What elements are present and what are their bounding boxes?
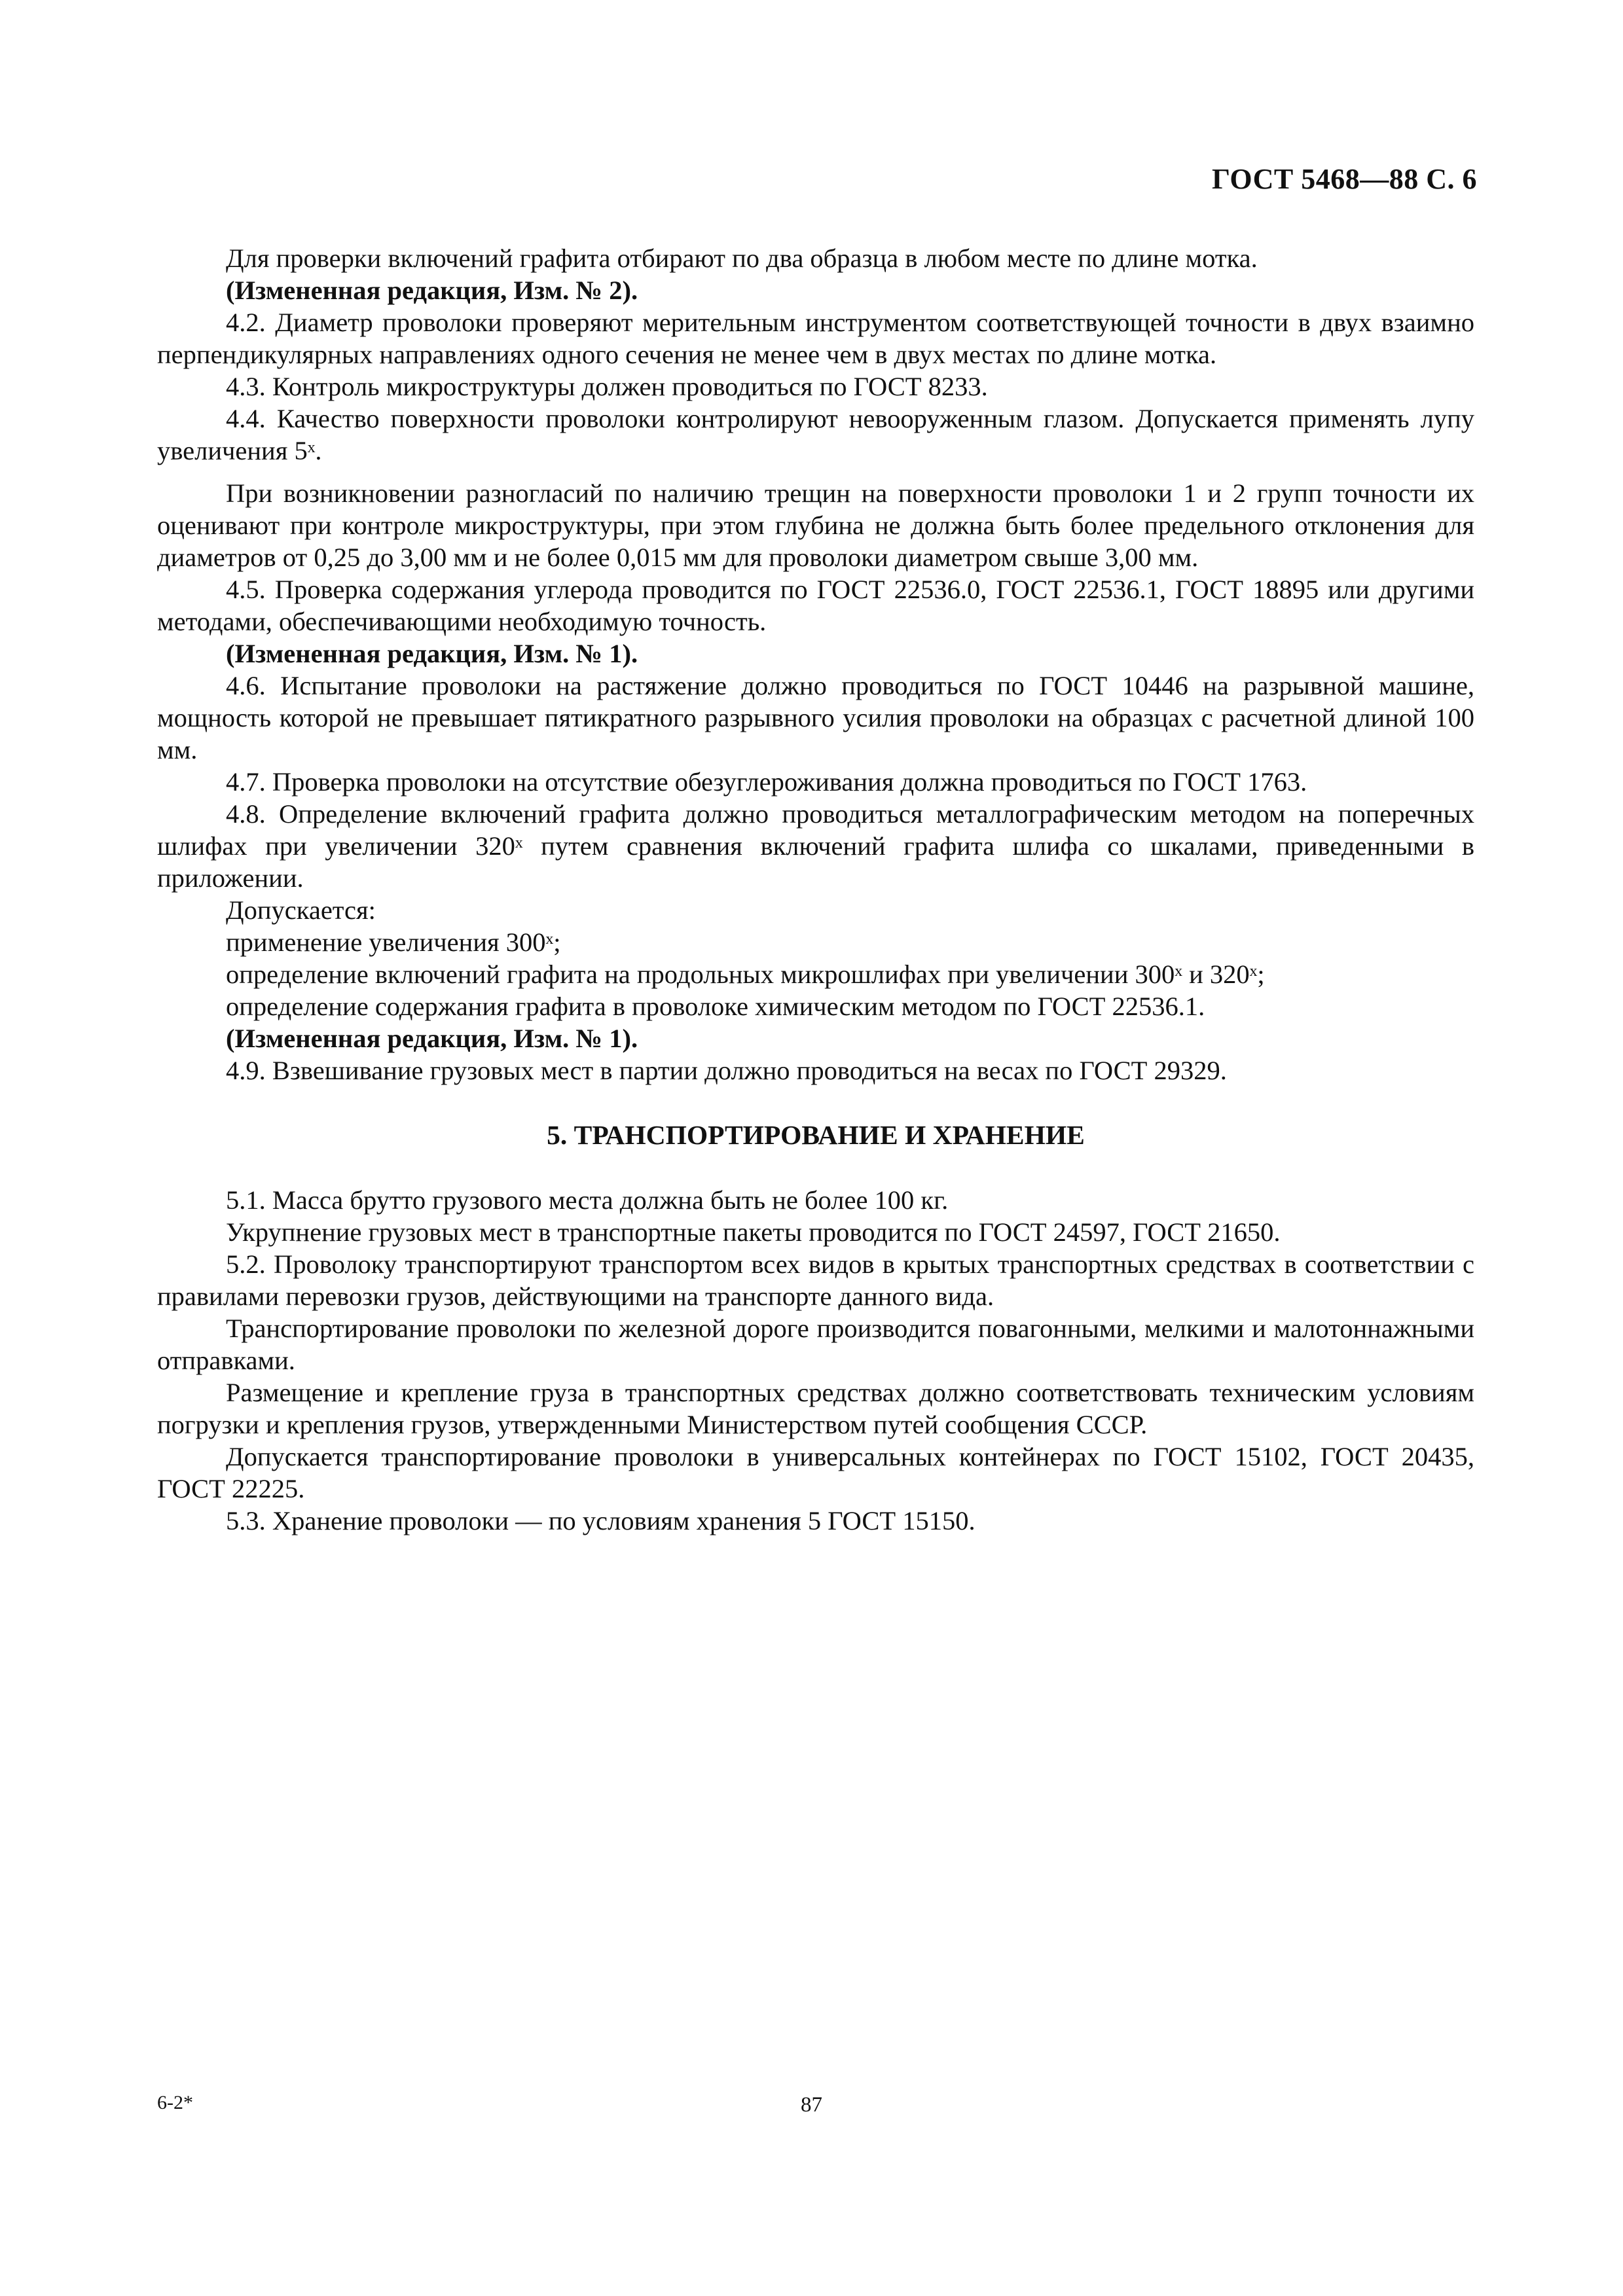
clause-4-3: 4.3. Контроль микроструктуры должен проводиться по ГОСТ 8233. bbox=[226, 372, 988, 401]
paragraph-cracks-disputes: При возникновении разногласий по наличию трещин на поверхности проволоки 1 и 2 групп точности их оценивают при контроле микроструктуры, при этом глубина не должна быть более предельного отклонения для диаметров от 0,25 до 3,00 мм и не более 0,015 мм для проволоки диаметром свыше 3,00 мм. bbox=[157, 478, 1474, 572]
list-item-magnification-300: применение увеличения 300ˣ; bbox=[226, 927, 561, 957]
clause-4-6: 4.6. Испытание проволоки на растяжение должно проводиться по ГОСТ 10446 на разрывной машине, мощность которой не превышает пятикратного разрывного усилия проволоки на образцах с расчетной длиной 100 мм. bbox=[157, 671, 1474, 764]
clause-4-9: 4.9. Взвешивание грузовых мест в партии должно проводиться на весах по ГОСТ 29329. bbox=[226, 1056, 1227, 1085]
clause-4-4: 4.4. Качество поверхности проволоки контролируют невооруженным глазом. Допускается применять лупу увеличения 5ˣ. bbox=[157, 404, 1474, 465]
paragraph-transport-packages: Укрупнение грузовых мест в транспортные пакеты проводится по ГОСТ 24597, ГОСТ 21650. bbox=[226, 1217, 1281, 1247]
clause-4-5: 4.5. Проверка содержания углерода проводится по ГОСТ 22536.0, ГОСТ 22536.1, ГОСТ 18895 или другими методами, обеспечивающими необходимую точность. bbox=[157, 575, 1474, 636]
list-item-longitudinal-sections: определение включений графита на продольных микрошлифах при увеличении 300ˣ и 320ˣ; bbox=[226, 960, 1265, 989]
clause-5-3: 5.3. Хранение проволоки — по условиям хранения 5 ГОСТ 15150. bbox=[226, 1506, 976, 1535]
clause-4-2: 4.2. Диаметр проволоки проверяют мерительным инструментом соответствующей точности в двух взаимно перпендикулярных направлениях одного сечения не менее чем в двух местах по длине мотка. bbox=[157, 308, 1474, 369]
signature-mark: 6-2* bbox=[157, 2092, 193, 2113]
clause-4-7: 4.7. Проверка проволоки на отсутствие обезуглероживания должна проводиться по ГОСТ 1763. bbox=[226, 767, 1307, 797]
amendment-note: (Измененная редакция, Изм. № 2). bbox=[226, 276, 638, 305]
paragraph-graphite-samples: Для проверки включений графита отбирают по два образца в любом месте по длине мотка. bbox=[226, 243, 1258, 273]
clause-5-1: 5.1. Масса брутто грузового места должна быть не более 100 кг. bbox=[226, 1185, 949, 1215]
clause-4-8: 4.8. Определение включений графита должно проводиться металлографическим методом на поперечных шлифах при увеличении 320ˣ путем сравнения включений графита шлифа со шкалами, приведенными в приложении. bbox=[157, 799, 1474, 893]
clause-5-2: 5.2. Проволоку транспортируют транспортом всех видов в крытых транспортных средствах в соответствии с правилами перевозки грузов, действующими на транспорте данного вида. bbox=[157, 1249, 1474, 1311]
paragraph-railway-transport: Транспортирование проволоки по железной дороге производится повагонными, мелкими и малотоннажными отправками. bbox=[157, 1314, 1474, 1375]
running-header: ГОСТ 5468—88 С. 6 bbox=[1211, 163, 1477, 195]
section-heading-transport-storage: 5. ТРАНСПОРТИРОВАНИЕ И ХРАНЕНИЕ bbox=[547, 1120, 1085, 1150]
page-number: 87 bbox=[801, 2093, 822, 2117]
paragraph-containers: Допускается транспортирование проволоки в универсальных контейнерах по ГОСТ 15102, ГОСТ 20435, ГОСТ 22225. bbox=[157, 1442, 1474, 1503]
amendment-note: (Измененная редакция, Изм. № 1). bbox=[226, 1024, 638, 1053]
paragraph-allowed: Допускается: bbox=[226, 895, 376, 925]
paragraph-cargo-placement: Размещение и крепление груза в транспортных средствах должно соответствовать техническим условиям погрузки и крепления грузов, утвержденными Министерством путей сообщения СССР. bbox=[157, 1378, 1474, 1439]
amendment-note: (Измененная редакция, Изм. № 1). bbox=[226, 639, 638, 668]
list-item-chemical-method: определение содержания графита в проволоке химическим методом по ГОСТ 22536.1. bbox=[226, 992, 1205, 1021]
document-body bbox=[157, 242, 1474, 1537]
